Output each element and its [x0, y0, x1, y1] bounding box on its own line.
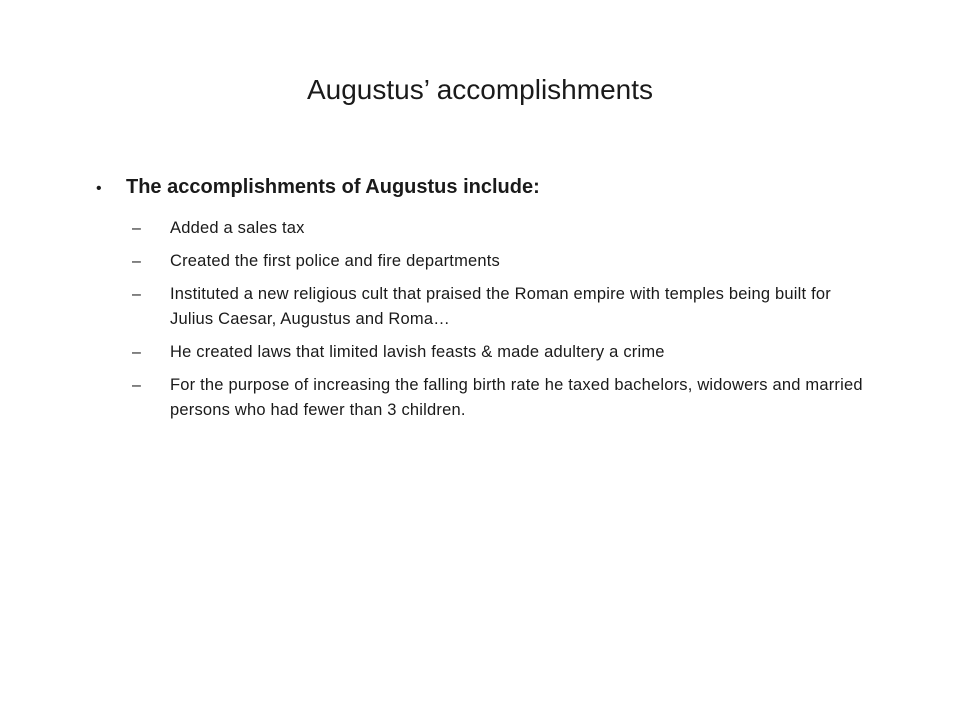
sub-bullet-list: [96, 216, 876, 423]
sub-bullet-text: He created laws that limited lavish feasts & made adultery a crime: [170, 343, 665, 361]
dash-icon: –: [132, 344, 141, 361]
dash-icon: –: [132, 286, 141, 303]
sub-bullet-item: [132, 282, 876, 332]
bullet-text: The accomplishments of Augustus include:: [126, 176, 540, 198]
sub-bullet-text: Created the first police and fire departments: [170, 252, 501, 270]
dash-icon: –: [132, 253, 141, 270]
sub-bullet-item: [132, 249, 876, 274]
slide-content: [96, 174, 876, 431]
bullet-icon: •: [96, 180, 102, 197]
slide-title: Augustus’ accomplishments: [306, 74, 653, 105]
sub-bullet-text: Instituted a new religious cult that praised the Roman empire with temples being built for Julius Caesar, Augustus and Roma…: [170, 285, 831, 328]
sub-bullet-item: [132, 373, 876, 423]
bullet-item: [96, 174, 876, 202]
sub-bullet-item: [132, 340, 876, 365]
dash-icon: –: [132, 377, 141, 394]
sub-bullet-text: Added a sales tax: [170, 219, 305, 237]
dash-icon: –: [132, 220, 141, 237]
sub-bullet-text: For the purpose of increasing the falling birth rate he taxed bachelors, widowers and married persons who had fewer than 3 children.: [170, 376, 863, 419]
sub-bullet-item: [132, 216, 876, 241]
